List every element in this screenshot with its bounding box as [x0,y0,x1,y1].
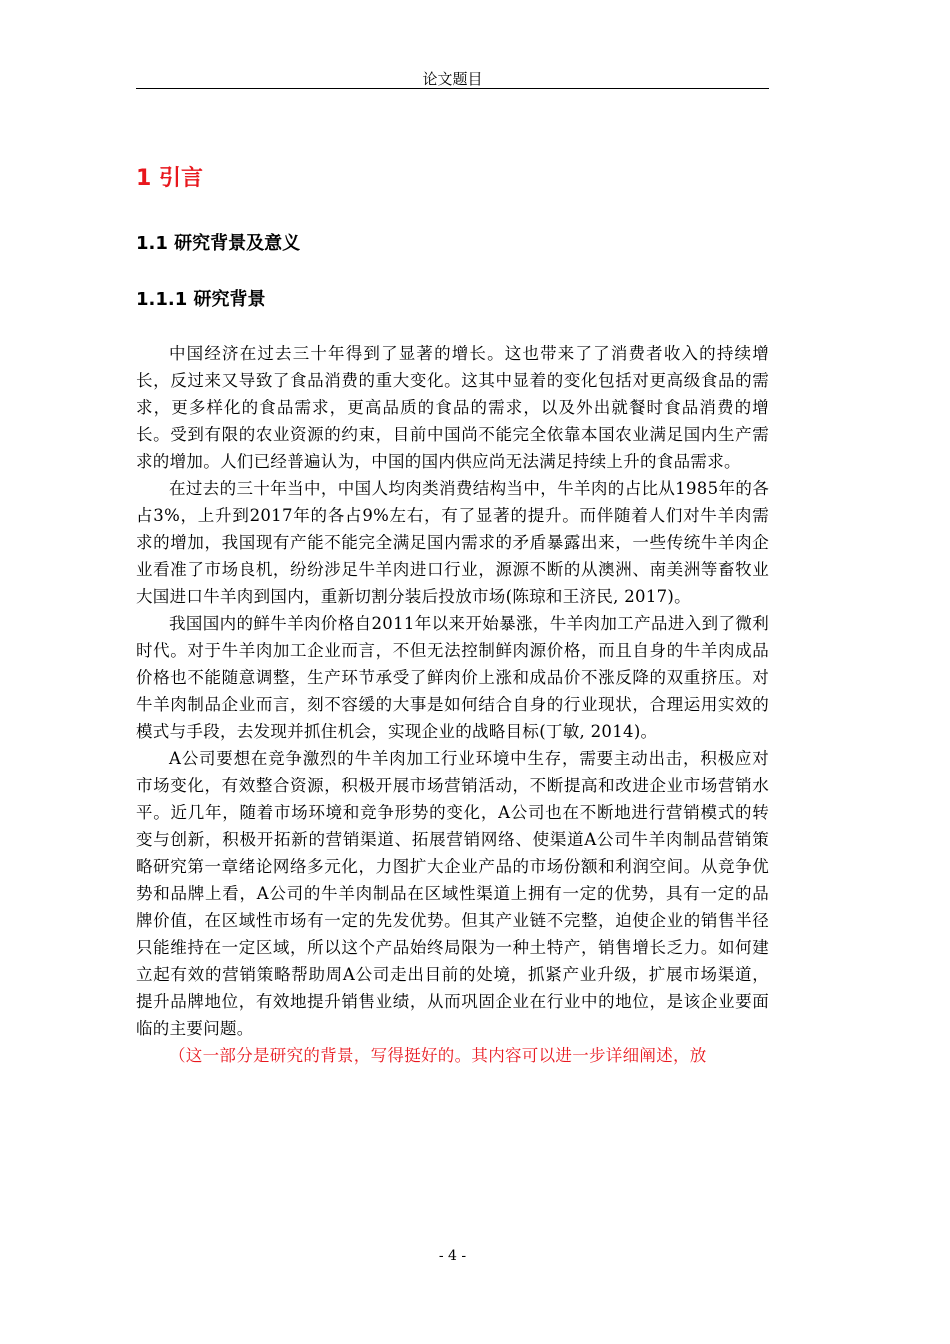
paragraph: 我国国内的鲜牛羊肉价格自2011年以来开始暴涨，牛羊肉加工产品进入到了微利时代。对于牛羊肉加工企业而言，不但无法控制鲜肉源价格，而且自身的牛羊肉成品价格也不能随意调整，生产环节承受了鲜肉价上涨和成品价不涨反降的双重挤压。对牛羊肉制品企业而言，刻不容缓的大事是如何结合自身的行业现状，合理运用实效的模式与手段，去发现并抓住机会，实现企业的战略目标(丁敏, 2014)。 [136,614,769,741]
subsection-heading: 1.1.1 研究背景 [136,289,266,310]
body-text [136,340,769,1069]
paragraph: 中国经济在过去三十年得到了显著的增长。这也带来了了消费者收入的持续增长，反过来又导致了食品消费的重大变化。这其中显着的变化包括对更高级食品的需求，更多样化的食品需求，更高品质的食品的需求，以及外出就餐时食品消费的增长。受到有限的农业资源的约束，目前中国尚不能完全依靠本国农业满足国内生产需求的增加。人们已经普遍认为，中国的国内供应尚无法满足持续上升的食品需求。 [136,344,769,471]
paragraph: A公司要想在竞争激烈的牛羊肉加工行业环境中生存，需要主动出击，积极应对市场变化，有效整合资源，积极开展市场营销活动，不断提高和改进企业市场营销水平。近几年，随着市场环境和竞争形势的变化，A公司也在不断地进行营销模式的转变与创新，积极开拓新的营销渠道、拓展营销网络、使渠道A公司牛羊肉制品营销策略研究第一章绪论网络多元化，力图扩大企业产品的市场份额和利润空间。从竞争优势和品牌上看，A公司的牛羊肉制品在区域性渠道上拥有一定的优势，具有一定的品牌价值，在区域性市场有一定的先发优势。但其产业链不完整，迫使企业的销售半径只能维持在一定区域，所以这个产品始终局限为一种土特产，销售增长乏力。如何建立起有效的营销策略帮助周A公司走出目前的处境，抓紧产业升级，扩展市场渠道，提升品牌地位，有效地提升销售业绩，从而巩固企业在行业中的地位，是该企业要面临的主要问题。 [136,749,769,1038]
reviewer-comment: （这一部分是研究的背景，写得挺好的。其内容可以进一步详细阐述，放 [169,1046,707,1065]
running-header: 论文题目 [422,70,483,88]
page-number: - 4 - [438,1248,467,1264]
chapter-heading: 1 引言 [136,166,203,191]
header-rule [136,88,769,89]
paragraph: 在过去的三十年当中，中国人均肉类消费结构当中，牛羊肉的占比从1985年的各占3%，上升到2017年的各占9%左右，有了显著的提升。而伴随着人们对牛羊肉需求的增加，我国现有产能不能完全满足国内需求的矛盾暴露出来，一些传统牛羊肉企业看准了市场良机，纷纷涉足牛羊肉进口行业，源源不断的从澳洲、南美洲等畜牧业大国进口牛羊肉到国内，重新切割分装后投放市场(陈琼和王济民, 2017)。 [136,479,769,606]
section-heading: 1.1 研究背景及意义 [136,233,301,254]
